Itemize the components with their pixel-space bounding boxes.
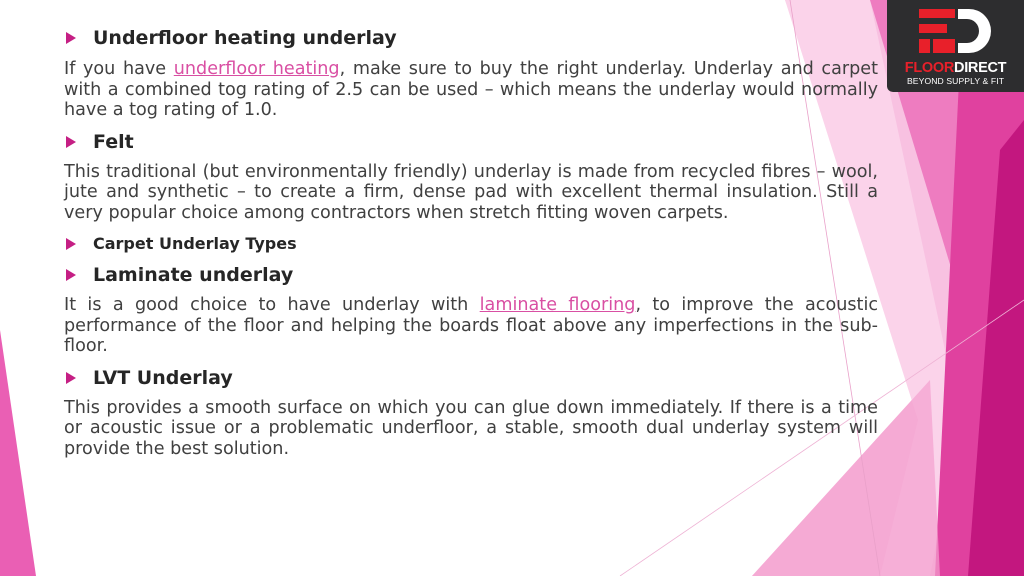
heading-lvt-underlay bbox=[64, 366, 878, 390]
logo-wordmark-floor: FLOOR bbox=[904, 60, 955, 76]
heading-text: Underfloor heating underlay bbox=[93, 27, 397, 49]
triangle-bullet-icon bbox=[66, 269, 76, 281]
triangle-bullet-icon bbox=[66, 372, 76, 384]
floordirect-fd-logo-icon bbox=[887, 0, 1024, 60]
logo-tagline: BEYOND SUPPLY & FIT bbox=[906, 76, 1005, 86]
heading-laminate-underlay bbox=[64, 263, 878, 287]
paragraph-underfloor-heating bbox=[64, 59, 878, 121]
underfloor-heating-link[interactable]: underfloor heating bbox=[173, 59, 340, 79]
triangle-bullet-icon bbox=[66, 136, 76, 148]
paragraph-lvt bbox=[64, 398, 878, 460]
heading-text: Laminate underlay bbox=[93, 264, 294, 286]
paragraph-text: If you have bbox=[64, 59, 174, 79]
triangle-bullet-icon bbox=[66, 238, 76, 250]
heading-felt bbox=[64, 130, 878, 154]
paragraph-text: , to improve the acoustic performance of the floor and helping the boards float above any imperfections in the sub-floor. bbox=[64, 295, 878, 356]
floordirect-logo[interactable] bbox=[887, 0, 1024, 92]
triangle-bullet-icon bbox=[66, 32, 76, 44]
paragraph-felt bbox=[64, 162, 878, 224]
paragraph-text: This provides a smooth surface on which you can glue down immediately. If there is a time or acoustic issue or a problematic underfloor, a stable, smooth dual underlay system will provide the best solution. bbox=[64, 397, 878, 459]
slide-content bbox=[64, 26, 878, 459]
heading-text: Carpet Underlay Types bbox=[93, 234, 297, 253]
paragraph-laminate bbox=[64, 295, 878, 357]
heading-carpet-underlay-types bbox=[64, 233, 878, 255]
paragraph-text: It is a good choice to have underlay with bbox=[64, 295, 480, 315]
heading-text: Felt bbox=[93, 130, 134, 153]
logo-wordmark bbox=[887, 60, 1024, 76]
logo-wordmark-direct: DIRECT bbox=[954, 60, 1007, 76]
laminate-flooring-link[interactable]: laminate flooring bbox=[479, 295, 636, 315]
heading-text: LVT Underlay bbox=[93, 366, 233, 389]
paragraph-text: This traditional (but environmentally friendly) underlay is made from recycled fibres – wool, jute and synthetic – to create a firm, dense pad with excellent thermal insulation. Still a very popular choice among contractors when stretch fitting woven carpets. bbox=[64, 161, 878, 223]
paragraph-text: , make sure to buy the right underlay. Underlay and carpet with a combined tog rating of 2.5 can be used – which means the underlay would normally have a tog rating of 1.0. bbox=[64, 59, 879, 120]
heading-underfloor-heating-underlay bbox=[64, 26, 878, 50]
left-pink-sliver bbox=[0, 330, 36, 576]
